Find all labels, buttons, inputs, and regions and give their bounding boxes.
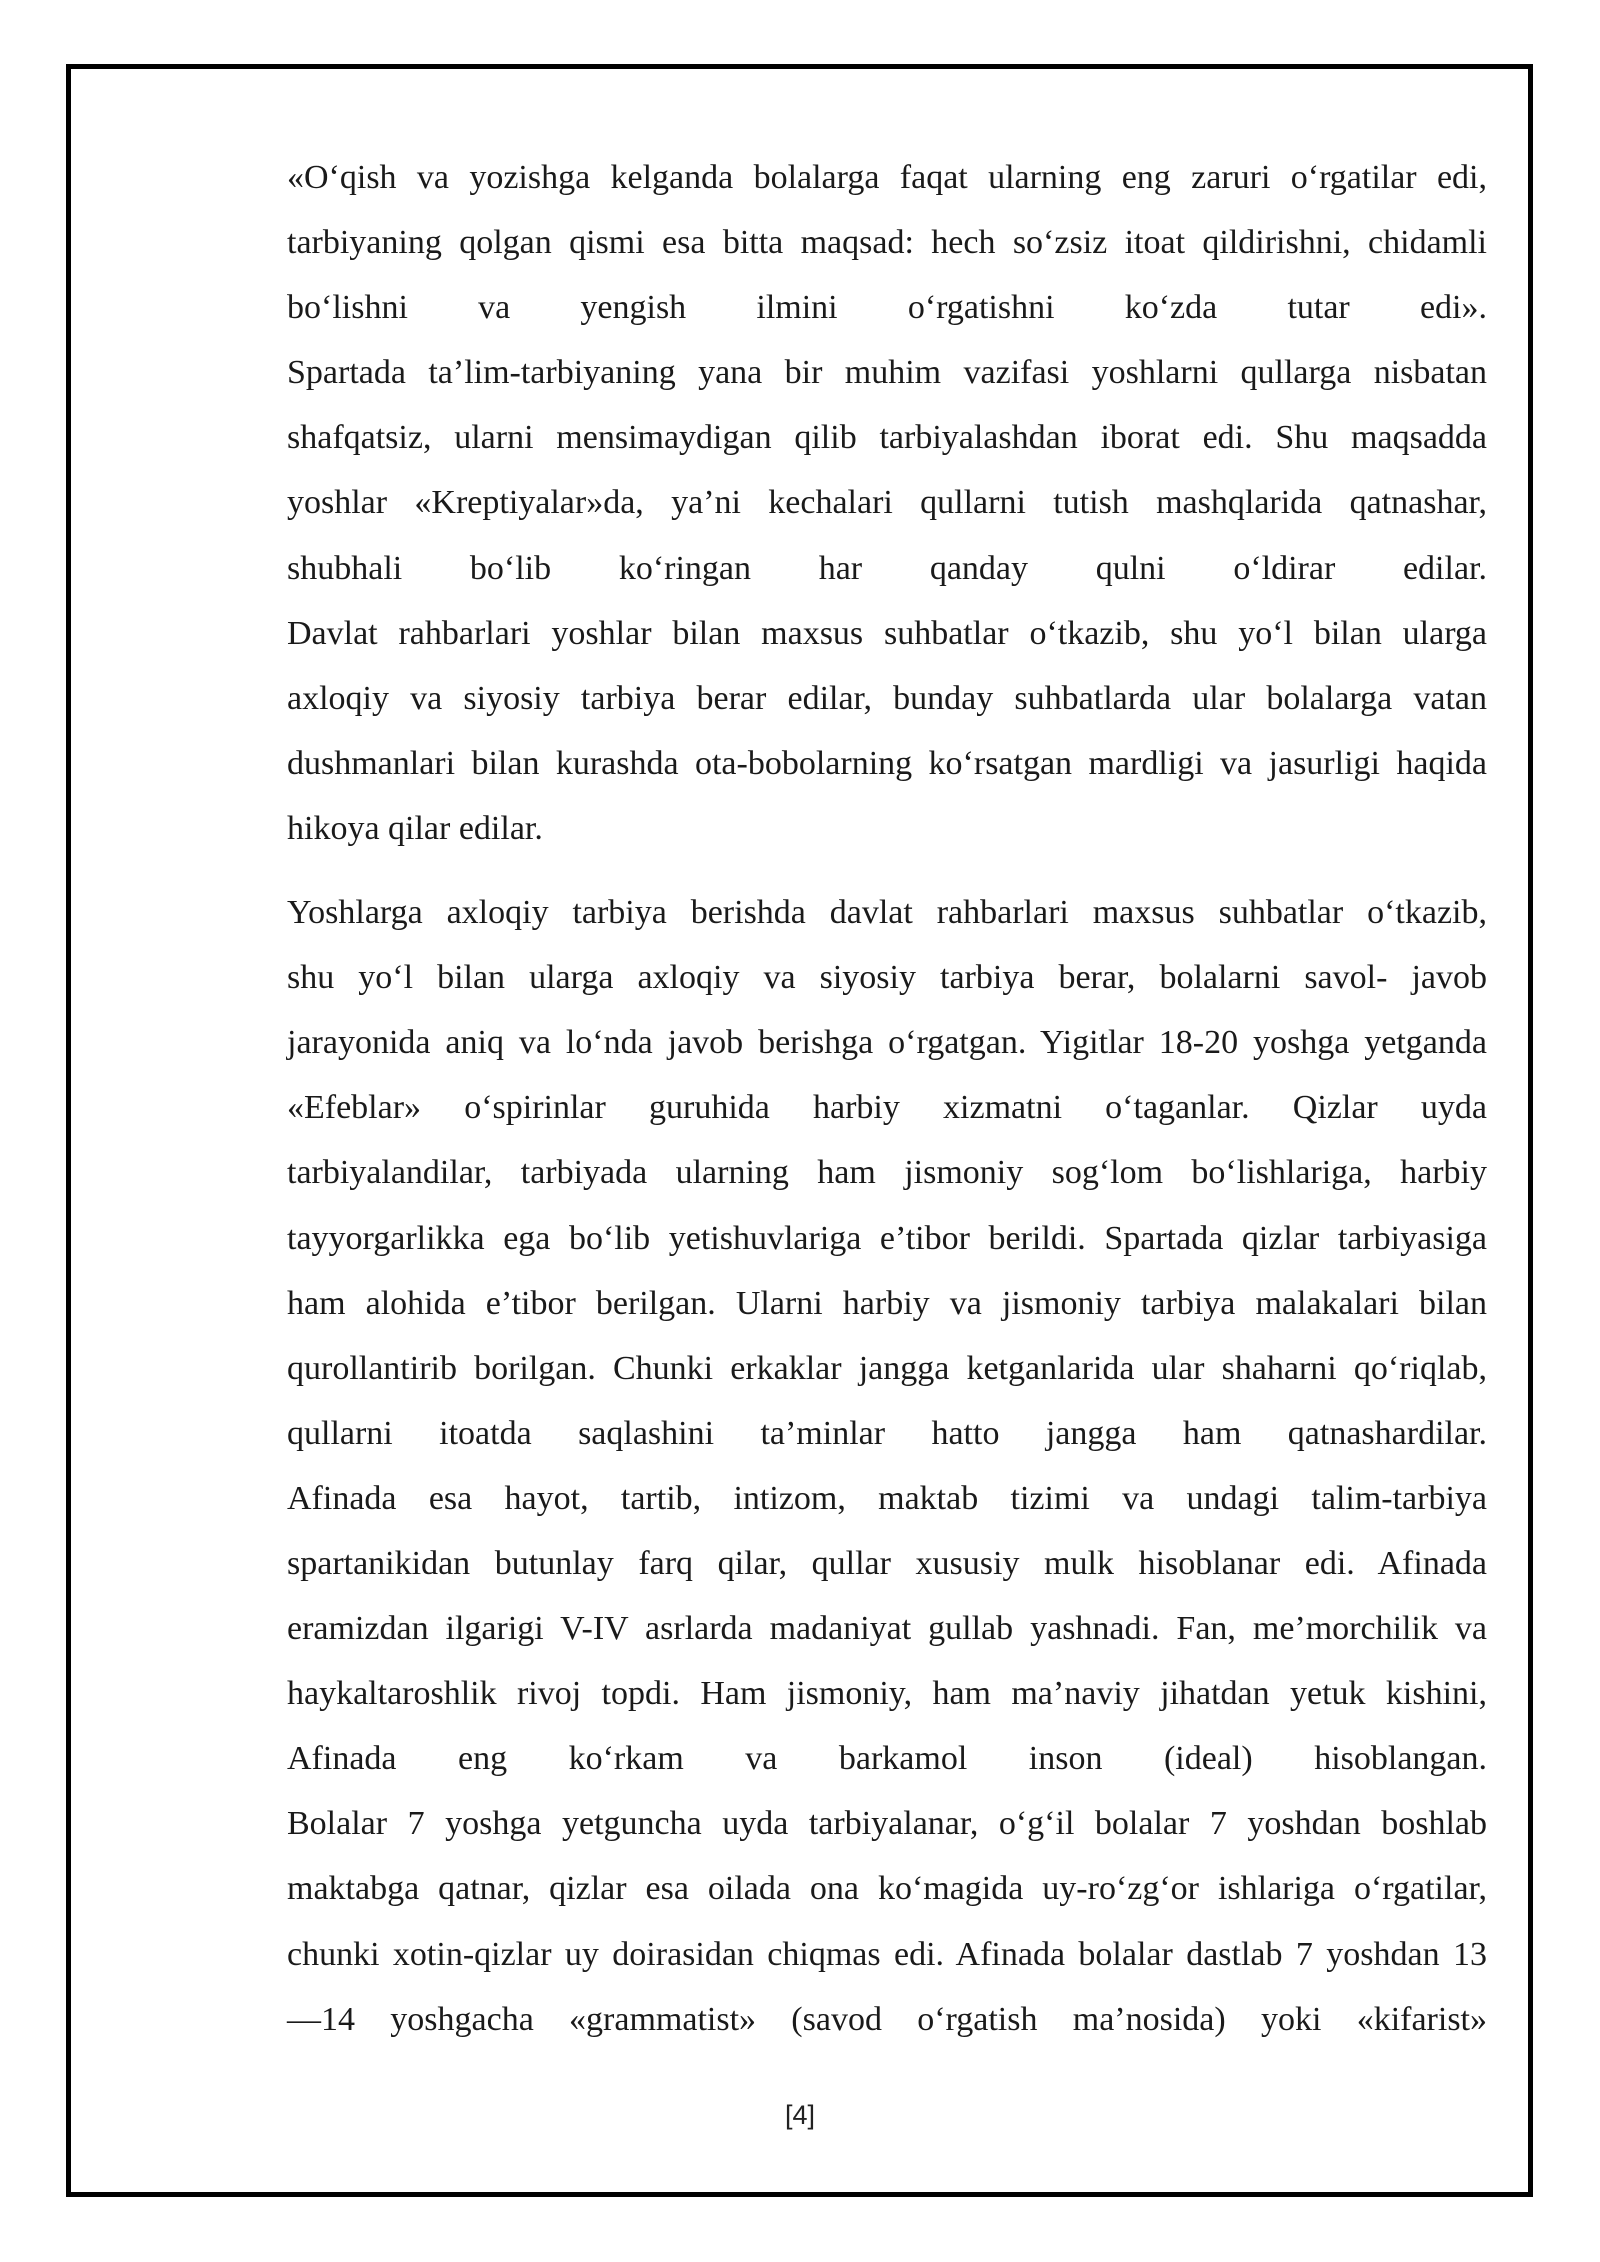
text-line: bo‘lishni va yengish ilmini o‘rgatishni ko‘zda tutar edi».: [287, 289, 1487, 327]
text-line: Afinada esa hayot, tartib, intizom, maktab tizimi va undagi talim-tarbiya: [287, 1479, 1487, 1517]
text-line: hikoya qilar edilar.: [287, 809, 543, 847]
text-line: shu yo‘l bilan ularga axloqiy va siyosiy tarbiya berar, bolalarni savol- javob: [287, 959, 1487, 997]
text-line: spartanikidan butunlay farq qilar, qullar xususiy mulk hisoblanar edi. Afinada: [287, 1544, 1487, 1582]
text-line: jarayonida aniq va lo‘nda javob berishga o‘rgatgan. Yigitlar 18-20 yoshga yetganda: [287, 1024, 1487, 1062]
text-line: maktabga qatnar, qizlar esa oilada ona ko‘magida uy-ro‘zg‘or ishlariga o‘rgatilar,: [287, 1870, 1487, 1908]
text-line: shafqatsiz, ularni mensimaydigan qilib tarbiyalashdan iborat edi. Shu maqsadda: [287, 419, 1487, 457]
text-line: dushmanlari bilan kurashda ota-bobolarning ko‘rsatgan mardligi va jasurligi haqida: [287, 744, 1487, 782]
text-line: tarbiyalandilar, tarbiyada ularning ham jismoniy sog‘lom bo‘lishlariga, harbiy: [287, 1154, 1487, 1192]
text-line: tayyorgarlikka ega bo‘lib yetishuvlariga e’tibor berildi. Spartada qizlar tarbiyasiga: [287, 1219, 1487, 1257]
paragraph-2: [229, 880, 1487, 2052]
text-line: shubhali bo‘lib ko‘ringan har qanday qulni o‘ldirar edilar.: [287, 549, 1487, 587]
text-line: Spartada ta’lim-tarbiyaning yana bir muhim vazifasi yoshlarni qullarga nisbatan: [287, 354, 1487, 392]
text-line: Afinada eng ko‘rkam va barkamol inson (ideal) hisoblangan.: [287, 1740, 1487, 1778]
text-line: qurollantirib borilgan. Chunki erkaklar jangga ketganlarida ular shaharni qo‘riqlab,: [287, 1349, 1487, 1387]
page-number: [4]: [784, 2100, 816, 2130]
text-line: Bolalar 7 yoshga yetguncha uyda tarbiyalanar, o‘g‘il bolalar 7 yoshdan boshlab: [287, 1805, 1487, 1843]
text-line: chunki xotin-qizlar uy doirasidan chiqmas edi. Afinada bolalar dastlab 7 yoshdan 13: [287, 1935, 1487, 1973]
text-line: yoshlar «Kreptiyalar»da, ya’ni kechalari qullarni tutish mashqlarida qatnashar,: [287, 484, 1487, 522]
text-line: Davlat rahbarlari yoshlar bilan maxsus suhbatlar o‘tkazib, shu yo‘l bilan ularga: [287, 614, 1487, 652]
text-line: —14 yoshgacha «grammatist» (savod o‘rgatish ma’nosida) yoki «kifarist»: [287, 2000, 1487, 2038]
text-line: Yoshlarga axloqiy tarbiya berishda davlat rahbarlari maxsus suhbatlar o‘tkazib,: [287, 894, 1487, 932]
text-line: axloqiy va siyosiy tarbiya berar edilar, bunday suhbatlarda ular bolalarga vatan: [287, 679, 1487, 717]
text-line: tarbiyaning qolgan qismi esa bitta maqsad: hech so‘zsiz itoat qildirishni, chidamli: [287, 224, 1487, 262]
text-line: «Efeblar» o‘spirinlar guruhida harbiy xizmatni o‘taganlar. Qizlar uyda: [287, 1089, 1487, 1127]
text-line: qullarni itoatda saqlashini ta’minlar hatto jangga ham qatnashardilar.: [287, 1414, 1487, 1452]
paragraph-1: [229, 145, 1487, 861]
text-line: ham alohida e’tibor berilgan. Ularni harbiy va jismoniy tarbiya malakalari bilan: [287, 1284, 1487, 1322]
document-body: [229, 145, 1487, 2052]
text-line: «O‘qish va yozishga kelganda bolalarga faqat ularning eng zaruri o‘rgatilar edi,: [287, 159, 1487, 196]
text-line: haykaltaroshlik rivoj topdi. Ham jismoniy, ham ma’naviy jihatdan yetuk kishini,: [287, 1675, 1487, 1713]
text-line: eramizdan ilgarigi V-IV asrlarda madaniyat gullab yashnadi. Fan, me’morchilik va: [287, 1610, 1487, 1648]
